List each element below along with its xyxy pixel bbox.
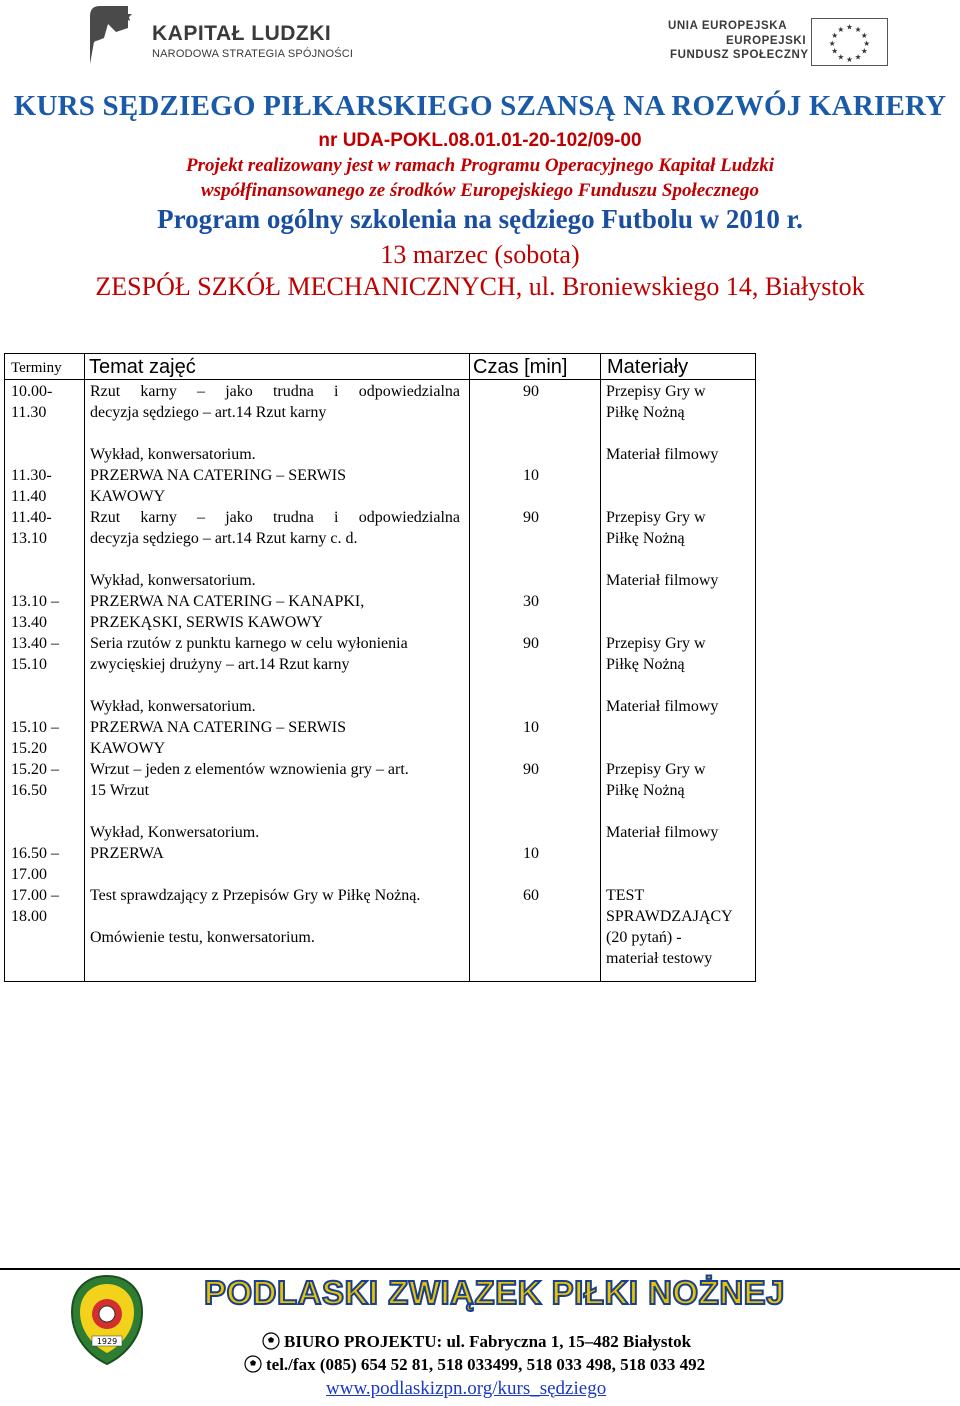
row-time: 15.10 – <box>11 719 59 736</box>
svg-text:★: ★ <box>860 31 868 41</box>
svg-text:★: ★ <box>828 38 836 48</box>
row-time: 13.40 <box>11 614 47 631</box>
row-topic: KAWOWY <box>90 740 166 757</box>
row-topic: decyzja sędziego – art.14 Rzut karny <box>90 404 327 421</box>
row-material: Materiał filmowy <box>606 446 719 463</box>
row-time: 16.50 <box>11 782 47 799</box>
row-duration: 90 <box>523 383 539 400</box>
event-place: ZESPÓŁ SZKÓŁ MECHANICZNYCH, ul. Broniewskiego 14, Białystok <box>95 272 865 301</box>
footer-phone-line <box>244 1355 705 1375</box>
row-material: Przepisy Gry w <box>606 509 706 526</box>
row-topic: KAWOWY <box>90 488 166 505</box>
row-material: Przepisy Gry w <box>606 383 706 400</box>
row-time: 11.40- <box>11 509 52 526</box>
eu-logo <box>668 18 896 66</box>
svg-text:★: ★ <box>863 38 871 48</box>
eu-flag-icon <box>811 18 888 66</box>
svg-text:★: ★ <box>837 52 845 62</box>
svg-text:★: ★ <box>837 24 845 34</box>
header-materials: Materiały <box>607 356 689 378</box>
row-topic: PRZERWA <box>90 845 164 862</box>
footer-address-line <box>262 1332 691 1352</box>
svg-text:★: ★ <box>831 46 839 56</box>
row-topic: PRZERWA NA CATERING – KANAPKI, <box>90 593 365 610</box>
project-line-1: Projekt realizowany jest w ramach Programu Operacyjnego Kapitał Ludzki <box>186 155 774 176</box>
course-title: KURS SĘDZIEGO PIŁKARSKIEGO SZANSĄ NA ROZWÓJ KARIERY <box>13 90 947 122</box>
row-topic: Rzut karny – jako trudna i odpowiedzialna <box>90 509 460 526</box>
project-number: nr UDA-POKL.08.01.01-20-102/09-00 <box>318 130 642 151</box>
row-time: 17.00 – <box>11 887 59 904</box>
pzpn-crest-year: 1929 <box>96 1337 118 1346</box>
row-time: 13.10 – <box>11 593 59 610</box>
row-topic: Wrzut – jeden z elementów wznowienia gry – art. <box>90 761 409 778</box>
row-time: 15.20 – <box>11 761 59 778</box>
row-topic: Wykład, Konwersatorium. <box>90 824 260 841</box>
row-material: Piłkę Nożną <box>606 782 685 799</box>
row-material: Przepisy Gry w <box>606 761 706 778</box>
row-duration: 60 <box>523 887 539 904</box>
row-time: 13.10 <box>11 530 47 547</box>
project-line-2: współfinansowanego ze środków Europejskiego Funduszu Społecznego <box>201 180 759 201</box>
row-material: Piłkę Nożną <box>606 656 685 673</box>
schedule-table <box>4 353 756 982</box>
header-duration: Czas [min] <box>473 356 568 378</box>
svg-text:★: ★ <box>860 46 868 56</box>
row-topic: Wykład, konwersatorium. <box>90 698 256 715</box>
football-icon <box>244 1355 262 1373</box>
eu-line-3: FUNDUSZ SPOŁECZNY <box>670 49 809 61</box>
row-time: 15.20 <box>11 740 47 757</box>
row-material: Materiał filmowy <box>606 824 719 841</box>
program-title: Program ogólny szkolenia na sędziego Futbolu w 2010 r. <box>157 204 803 234</box>
row-material: Piłkę Nożną <box>606 530 685 547</box>
row-time: 11.30- <box>11 467 52 484</box>
row-duration: 90 <box>523 509 539 526</box>
row-time: 13.40 – <box>11 635 59 652</box>
row-material: materiał testowy <box>606 950 713 967</box>
column-divider <box>600 354 601 981</box>
svg-text:★: ★ <box>854 52 862 62</box>
row-time: 15.10 <box>11 656 47 673</box>
row-topic: 15 Wrzut <box>90 782 150 799</box>
kapital-ludzki-subtitle: NARODOWA STRATEGIA SPÓJNOŚCI <box>152 48 354 60</box>
kapital-ludzki-title: KAPITAŁ LUDZKI <box>152 22 332 45</box>
row-material: SPRAWDZAJĄCY <box>606 908 733 925</box>
row-topic: Rzut karny – jako trudna i odpowiedzialna <box>90 383 460 400</box>
svg-text:★: ★ <box>846 22 853 32</box>
row-topic: Wykład, konwersatorium. <box>90 446 256 463</box>
eu-line-1: UNIA EUROPEJSKA <box>668 20 788 32</box>
row-duration: 10 <box>523 845 539 862</box>
row-topic: PRZERWA NA CATERING – SERWIS <box>90 467 347 484</box>
row-topic: Seria rzutów z punktu karnego w celu wyłonienia <box>90 635 408 652</box>
header-topic: Temat zajęć <box>89 356 196 378</box>
column-divider <box>469 354 470 981</box>
svg-text:★: ★ <box>846 55 853 65</box>
row-time: 17.00 <box>11 866 47 883</box>
footer-phone: tel./fax (085) 654 52 81, 518 033499, 518 033 498, 518 033 492 <box>266 1355 706 1374</box>
football-icon <box>262 1332 280 1350</box>
footer-divider <box>0 1268 960 1270</box>
row-topic: Test sprawdzający z Przepisów Gry w Piłkę Nożną. <box>90 887 421 904</box>
row-material: Piłkę Nożną <box>606 404 685 421</box>
kapital-ludzki-logo <box>86 2 376 66</box>
row-duration: 10 <box>523 467 539 484</box>
event-date: 13 marzec (sobota) <box>380 240 580 269</box>
row-time: 18.00 <box>11 908 47 925</box>
svg-text:★: ★ <box>854 24 862 34</box>
column-divider <box>84 354 85 981</box>
row-material: (20 pytań) - <box>606 929 682 946</box>
row-time: 11.30 <box>11 404 47 421</box>
row-duration: 90 <box>523 761 539 778</box>
row-topic: PRZERWA NA CATERING – SERWIS <box>90 719 347 736</box>
row-duration: 30 <box>523 593 539 610</box>
row-topic: PRZEKĄSKI, SERWIS KAWOWY <box>90 614 323 631</box>
row-topic: decyzja sędziego – art.14 Rzut karny c. d. <box>90 530 358 547</box>
eu-line-2: EUROPEJSKI <box>726 35 807 47</box>
svg-text:★: ★ <box>831 31 839 41</box>
row-time: 16.50 – <box>11 845 59 862</box>
footer-address: BIURO PROJEKTU: ul. Fabryczna 1, 15–482 Białystok <box>284 1332 692 1351</box>
row-topic: zwycięskiej drużyny – art.14 Rzut karny <box>90 656 350 673</box>
pzpn-name: PODLASKI ZWIĄZEK PIŁKI NOŻNEJ <box>204 1274 786 1311</box>
row-material: TEST <box>606 887 645 904</box>
row-duration: 90 <box>523 635 539 652</box>
row-material: Materiał filmowy <box>606 698 719 715</box>
row-time: 11.40 <box>11 488 47 505</box>
row-time: 10.00- <box>11 383 53 400</box>
pzpn-crest-icon <box>66 1272 148 1368</box>
footer-website-link[interactable]: www.podlaskizpn.org/kurs_sędziego <box>326 1378 607 1399</box>
header-time: Terminy <box>11 360 62 376</box>
row-duration: 10 <box>523 719 539 736</box>
row-topic: Wykład, konwersatorium. <box>90 572 256 589</box>
row-topic: Omówienie testu, konwersatorium. <box>90 929 315 946</box>
row-material: Przepisy Gry w <box>606 635 706 652</box>
kapital-ludzki-logo-icon <box>86 2 144 66</box>
row-material: Materiał filmowy <box>606 572 719 589</box>
